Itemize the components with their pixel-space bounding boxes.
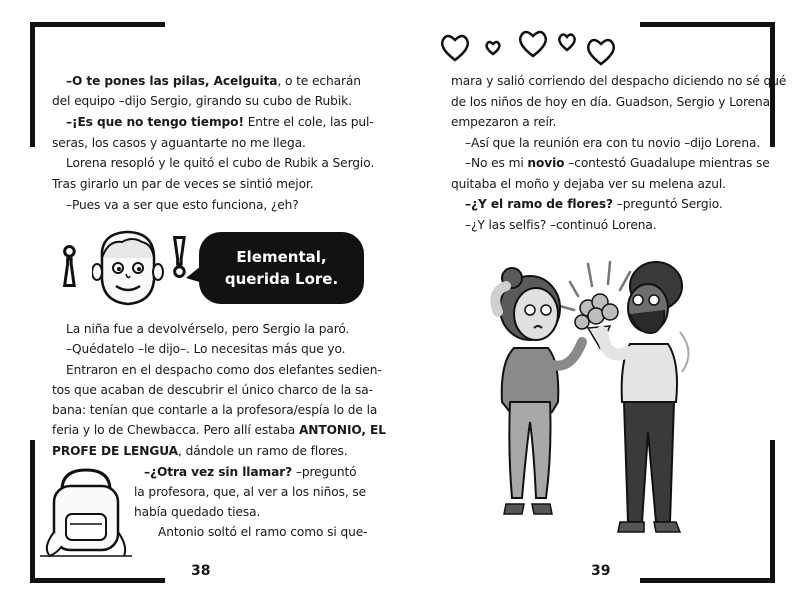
speech-bubble-line: Elemental, <box>236 248 327 266</box>
text-line: mara y salió corriendo del despacho diciendo no sé qué <box>451 74 787 88</box>
text-line: PROFE DE LENGUA, dándole un ramo de flores. <box>52 444 348 458</box>
text-line: había quedado tiesa. <box>134 505 261 519</box>
text-line: –Quédatelo –le dijo–. Lo necesitas más que yo. <box>66 342 346 356</box>
text-line: quitaba el moño y dejaba ver su melena azul. <box>451 177 726 191</box>
text-line: –¿Y el ramo de flores? –preguntó Sergio. <box>465 197 723 211</box>
backpack-illustration <box>40 462 132 562</box>
text-line: Antonio soltó el ramo como si que- <box>158 525 368 539</box>
text-line: la profesora, que, al ver a los niños, se <box>134 485 367 499</box>
text-line: tos que acaban de descubrir el único charco de la sa- <box>52 383 373 397</box>
text-line: Entraron en el despacho como dos elefantes sedien- <box>66 363 382 377</box>
text-line: –No es mi novio –contestó Guadalupe mientras se <box>465 156 770 170</box>
speech-bubble-line: querida Lore. <box>224 270 339 288</box>
text-line: –Pues va a ser que esto funciona, ¿eh? <box>66 198 299 212</box>
text-line: seras, los casos y aguantarte no me llega. <box>52 136 306 150</box>
sergio-face-illustration <box>92 228 164 308</box>
text-line: –¡Es que no tengo tiempo! Entre el cole, las pul- <box>66 115 374 129</box>
speech-bubble-tail <box>186 262 206 286</box>
characters-illustration <box>470 252 710 552</box>
page-number-left: 38 <box>191 563 211 579</box>
text-line: –Así que la reunión era con tu novio –dijo Lorena. <box>465 136 761 150</box>
exclamation-close: ! <box>168 228 191 289</box>
text-line: –¿Otra vez sin llamar? –preguntó <box>144 465 357 479</box>
hearts-decoration <box>435 26 625 70</box>
text-line: empezaron a reír. <box>451 115 557 129</box>
text-line: de los niños de hoy en día. Guadson, Sergio y Lorena <box>451 95 770 109</box>
text-line: bana: tenían que contarle a la profesora/espía lo de la <box>52 403 378 417</box>
page-number-right: 39 <box>591 563 611 579</box>
text-line: –¿Y las selfis? –continuó Lorena. <box>465 218 657 232</box>
text-line: feria y lo de Chewbacca. Pero allí estaba ANTONIO, EL <box>52 423 386 437</box>
text-line: La niña fue a devolvérselo, pero Sergio la paró. <box>66 322 350 336</box>
exclamation-open: ¡ <box>58 228 81 289</box>
speech-bubble <box>199 232 364 304</box>
text-line: Lorena resopló y le quitó el cubo de Rubik a Sergio. <box>66 156 375 170</box>
text-line: –O te pones las pilas, Acelguita, o te echarán <box>66 74 361 88</box>
text-line: del equipo –dijo Sergio, girando su cubo de Rubik. <box>52 94 352 108</box>
text-line: Tras girarlo un par de veces se sintió mejor. <box>52 177 314 191</box>
